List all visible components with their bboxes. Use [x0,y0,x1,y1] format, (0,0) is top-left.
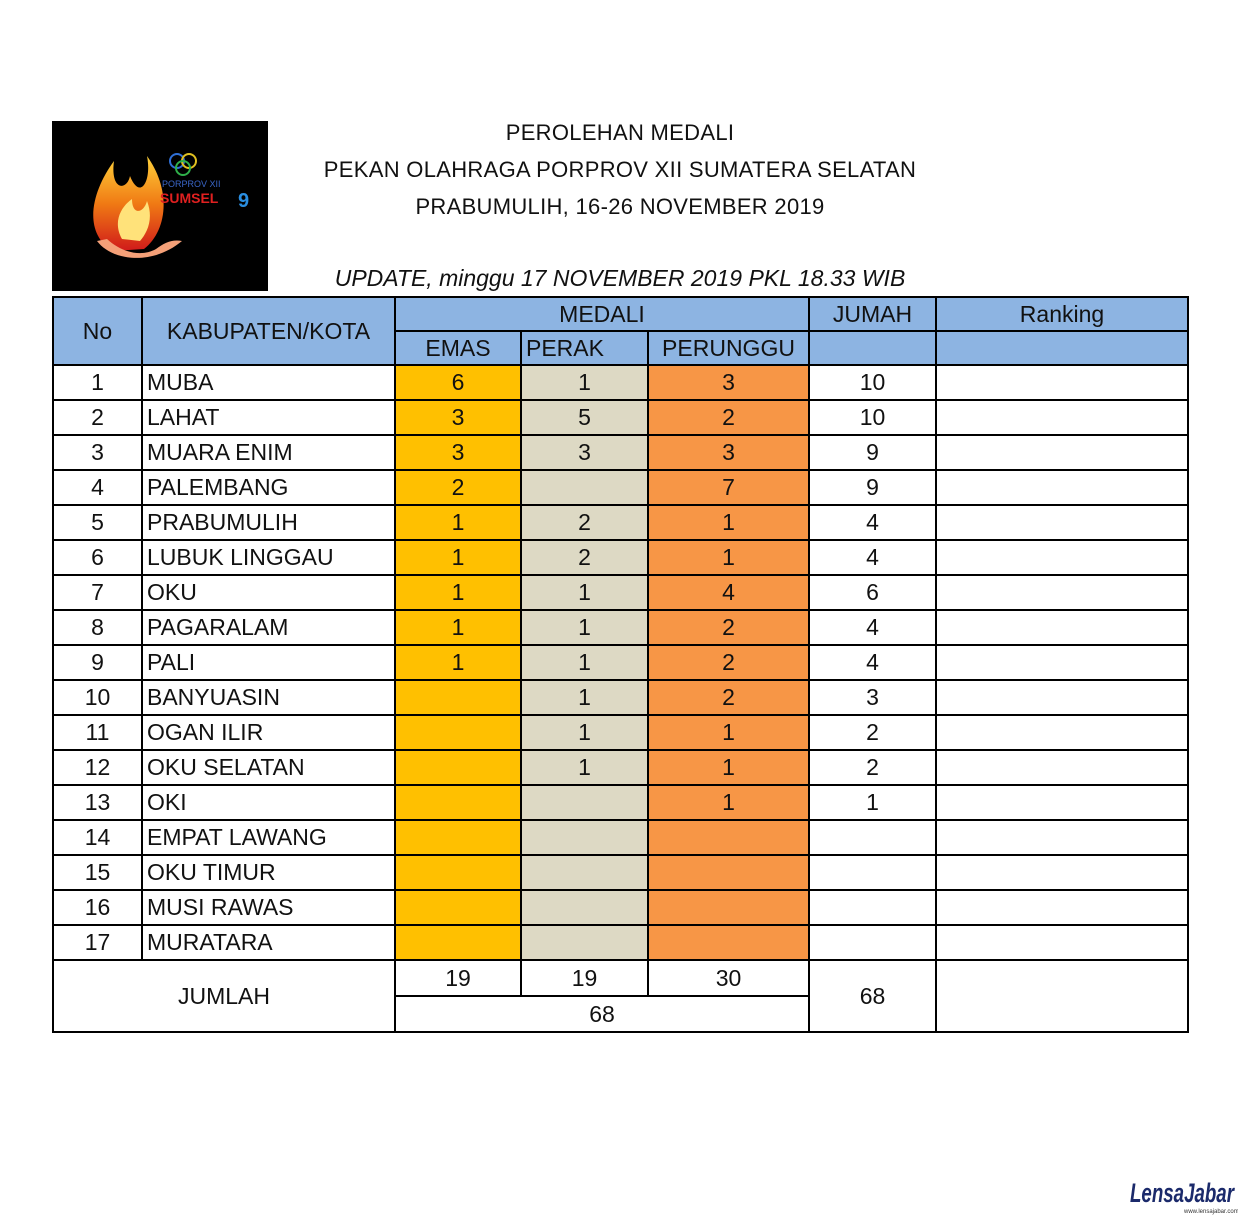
cell-jumlah: 2 [809,750,936,785]
cell-ranking [936,540,1188,575]
cell-perunggu: 3 [648,365,809,400]
cell-perak: 1 [521,645,648,680]
cell-name: MUARA ENIM [142,435,395,470]
cell-jumlah: 9 [809,470,936,505]
cell-jumlah: 3 [809,680,936,715]
cell-ranking [936,400,1188,435]
cell-perunggu: 1 [648,750,809,785]
cell-perunggu: 7 [648,470,809,505]
cell-jumlah [809,925,936,960]
cell-perak: 3 [521,435,648,470]
cell-no: 15 [53,855,142,890]
lensajabar-watermark [1128,1172,1238,1216]
cell-no: 7 [53,575,142,610]
header-no: No [53,297,142,365]
cell-ranking [936,925,1188,960]
cell-no: 8 [53,610,142,645]
porprov-logo-graphic [52,121,268,291]
cell-no: 17 [53,925,142,960]
medal-table [52,296,1189,1033]
cell-perunggu [648,820,809,855]
cell-name: PALEMBANG [142,470,395,505]
cell-perunggu: 1 [648,540,809,575]
title-line-3: PRABUMULIH, 16-26 NOVEMBER 2019 [415,194,825,219]
cell-jumlah [809,890,936,925]
update-timestamp: UPDATE, minggu 17 NOVEMBER 2019 PKL 18.33 WIB [334,265,906,291]
title-line-1: PEROLEHAN MEDALI [505,120,735,145]
cell-jumlah: 2 [809,715,936,750]
cell-ranking [936,820,1188,855]
cell-name: OKU [142,575,395,610]
cell-jumlah: 4 [809,505,936,540]
cell-jumlah: 10 [809,400,936,435]
header-jumah: JUMAH [809,297,936,331]
cell-no: 13 [53,785,142,820]
cell-ranking [936,750,1188,785]
cell-perunggu: 2 [648,400,809,435]
cell-emas [395,820,521,855]
cell-ranking [936,365,1188,400]
cell-perak [521,785,648,820]
cell-emas: 3 [395,435,521,470]
cell-perunggu: 1 [648,715,809,750]
cell-no: 1 [53,365,142,400]
cell-emas: 2 [395,470,521,505]
table-row [53,715,1188,750]
cell-no: 12 [53,750,142,785]
cell-jumlah [809,855,936,890]
cell-perunggu: 3 [648,435,809,470]
table-row [53,610,1188,645]
cell-perak: 1 [521,575,648,610]
cell-name: OKI [142,785,395,820]
cell-perak: 2 [521,540,648,575]
footer-perunggu-total: 30 [648,960,809,996]
cell-name: OGAN ILIR [142,715,395,750]
title-line-2: PEKAN OLAHRAGA PORPROV XII SUMATERA SELATAN [323,157,917,182]
cell-emas: 1 [395,575,521,610]
table-row [53,400,1188,435]
cell-perak [521,820,648,855]
footer-label: JUMLAH [53,960,395,1032]
cell-jumlah: 9 [809,435,936,470]
cell-no: 5 [53,505,142,540]
table-row [53,505,1188,540]
table-row [53,575,1188,610]
cell-perak: 5 [521,400,648,435]
cell-ranking [936,610,1188,645]
cell-jumlah: 6 [809,575,936,610]
cell-name: LAHAT [142,400,395,435]
table-row [53,785,1188,820]
cell-ranking [936,645,1188,680]
cell-perak: 1 [521,715,648,750]
table-row [53,365,1188,400]
cell-perak: 1 [521,610,648,645]
cell-ranking [936,855,1188,890]
cell-jumlah: 4 [809,610,936,645]
cell-perunggu: 2 [648,610,809,645]
cell-name: MUBA [142,365,395,400]
cell-no: 4 [53,470,142,505]
footer-medali-total: 68 [395,996,809,1032]
header-ranking: Ranking [936,297,1188,331]
header-jumah-blank [809,331,936,365]
cell-emas: 1 [395,645,521,680]
cell-no: 16 [53,890,142,925]
cell-name: MUSI RAWAS [142,890,395,925]
cell-jumlah [809,820,936,855]
cell-perak [521,470,648,505]
table-row [53,855,1188,890]
cell-no: 9 [53,645,142,680]
cell-no: 11 [53,715,142,750]
cell-emas: 3 [395,400,521,435]
cell-name: EMPAT LAWANG [142,820,395,855]
table-row [53,750,1188,785]
logo-text-porprov: PORPROV XII [162,179,221,189]
cell-perak: 2 [521,505,648,540]
table-row [53,820,1188,855]
cell-emas [395,855,521,890]
cell-emas [395,785,521,820]
header-ranking-blank [936,331,1188,365]
cell-ranking [936,505,1188,540]
cell-jumlah: 4 [809,540,936,575]
cell-perunggu: 4 [648,575,809,610]
cell-ranking [936,575,1188,610]
table-row [53,645,1188,680]
header-kabupaten: KABUPATEN/KOTA [142,297,395,365]
cell-name: PRABUMULIH [142,505,395,540]
cell-jumlah: 1 [809,785,936,820]
header-medali: MEDALI [395,297,809,331]
cell-perak [521,855,648,890]
cell-emas [395,925,521,960]
cell-no: 6 [53,540,142,575]
header-perunggu: PERUNGGU [648,331,809,365]
cell-name: LUBUK LINGGAU [142,540,395,575]
cell-perak [521,890,648,925]
cell-ranking [936,715,1188,750]
cell-emas: 6 [395,365,521,400]
watermark-url: www.lensajabar.com [1184,1209,1238,1215]
cell-name: MURATARA [142,925,395,960]
cell-name: PALI [142,645,395,680]
cell-ranking [936,470,1188,505]
cell-ranking [936,890,1188,925]
cell-perunggu [648,925,809,960]
cell-perunggu [648,890,809,925]
cell-emas [395,680,521,715]
cell-emas [395,750,521,785]
cell-perunggu: 1 [648,505,809,540]
cell-perak: 1 [521,680,648,715]
table-row [53,925,1188,960]
porprov-logo [52,121,268,291]
cell-name: BANYUASIN [142,680,395,715]
table-row [53,435,1188,470]
cell-perak [521,925,648,960]
cell-emas: 1 [395,505,521,540]
cell-name: OKU TIMUR [142,855,395,890]
cell-perak: 1 [521,750,648,785]
cell-jumlah: 4 [809,645,936,680]
cell-emas: 1 [395,540,521,575]
logo-digit: 9 [238,190,250,212]
footer-ranking [936,960,1188,1032]
cell-no: 14 [53,820,142,855]
cell-perunggu: 1 [648,785,809,820]
cell-ranking [936,785,1188,820]
cell-no: 2 [53,400,142,435]
logo-text-sumsel: SUMSEL [160,190,219,206]
cell-jumlah: 10 [809,365,936,400]
footer-jumlah-total: 68 [809,960,936,1032]
cell-name: PAGARALAM [142,610,395,645]
cell-name: OKU SELATAN [142,750,395,785]
header-emas: EMAS [395,331,521,365]
table-row [53,470,1188,505]
cell-perunggu: 2 [648,680,809,715]
footer-emas-total: 19 [395,960,521,996]
header-perak: PERAK [521,331,648,365]
table-row [53,680,1188,715]
cell-no: 10 [53,680,142,715]
cell-perunggu: 2 [648,645,809,680]
cell-emas [395,715,521,750]
cell-ranking [936,680,1188,715]
cell-perunggu [648,855,809,890]
cell-no: 3 [53,435,142,470]
cell-ranking [936,435,1188,470]
cell-emas: 1 [395,610,521,645]
cell-perak: 1 [521,365,648,400]
cell-emas [395,890,521,925]
table-row [53,890,1188,925]
table-body [53,365,1188,960]
table-row [53,540,1188,575]
watermark-text: LensaJabar [1130,1178,1236,1208]
footer-perak-total: 19 [521,960,648,996]
